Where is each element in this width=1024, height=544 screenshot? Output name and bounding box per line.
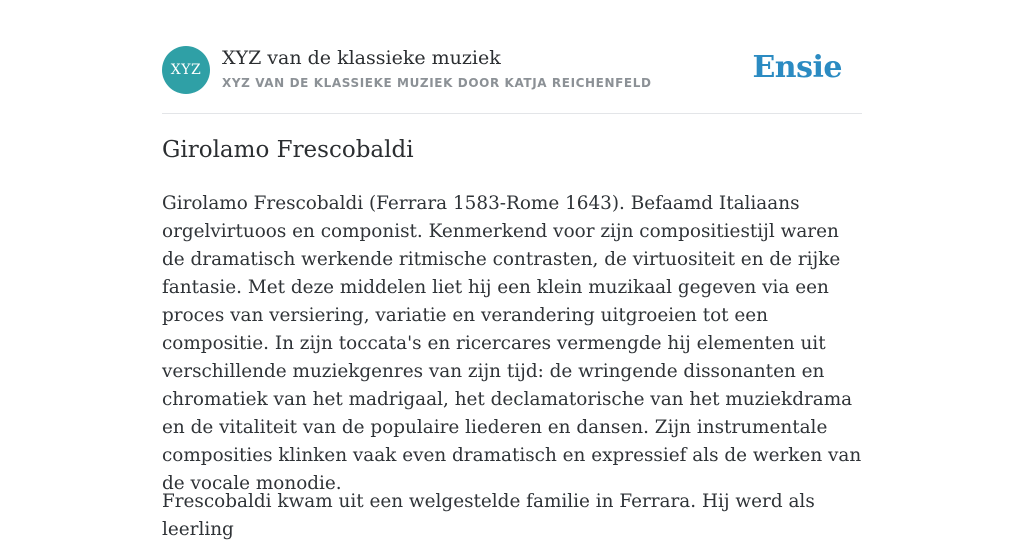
site-title[interactable]: XYZ van de klassieke muziek	[222, 47, 501, 69]
article-paragraph: Girolamo Frescobaldi (Ferrara 1583-Rome 1643). Befaamd Italiaans orgelvirtuoos en componist. Kenmerkend voor zijn compositiestijl waren de dramatisch werkende ritmische contrasten, de virtuositeit en de rijke fantasie. Met deze middelen liet hij een klein muzikaal gegeven via een proces van versiering, variatie en verandering uitgroeien tot een compositie. In zijn toccata's en ricercares vermengde hij elementen uit verschillende muziekgenres van zijn tijd: de wringende dissonanten en chromatiek van het madrigaal, het declamatorische van het muziekdrama en de vitaliteit van de populaire liederen en dansen. Zijn instrumentale composities klinken vaak even dramatisch en expressief als de werken van de vocale monodie.	[162, 193, 862, 494]
article-title: Girolamo Frescobaldi	[162, 137, 414, 163]
article-paragraph: Frescobaldi kwam uit een welgestelde familie in Ferrara. Hij werd als leerling	[162, 491, 815, 540]
site-header	[162, 46, 862, 96]
header-divider	[162, 113, 862, 114]
brand-logo-link[interactable]: Ensie	[752, 50, 842, 85]
site-subtitle: XYZ VAN DE KLASSIEKE MUZIEK DOOR KATJA REICHENFELD	[222, 76, 652, 90]
avatar[interactable]: XYZ	[162, 46, 210, 94]
